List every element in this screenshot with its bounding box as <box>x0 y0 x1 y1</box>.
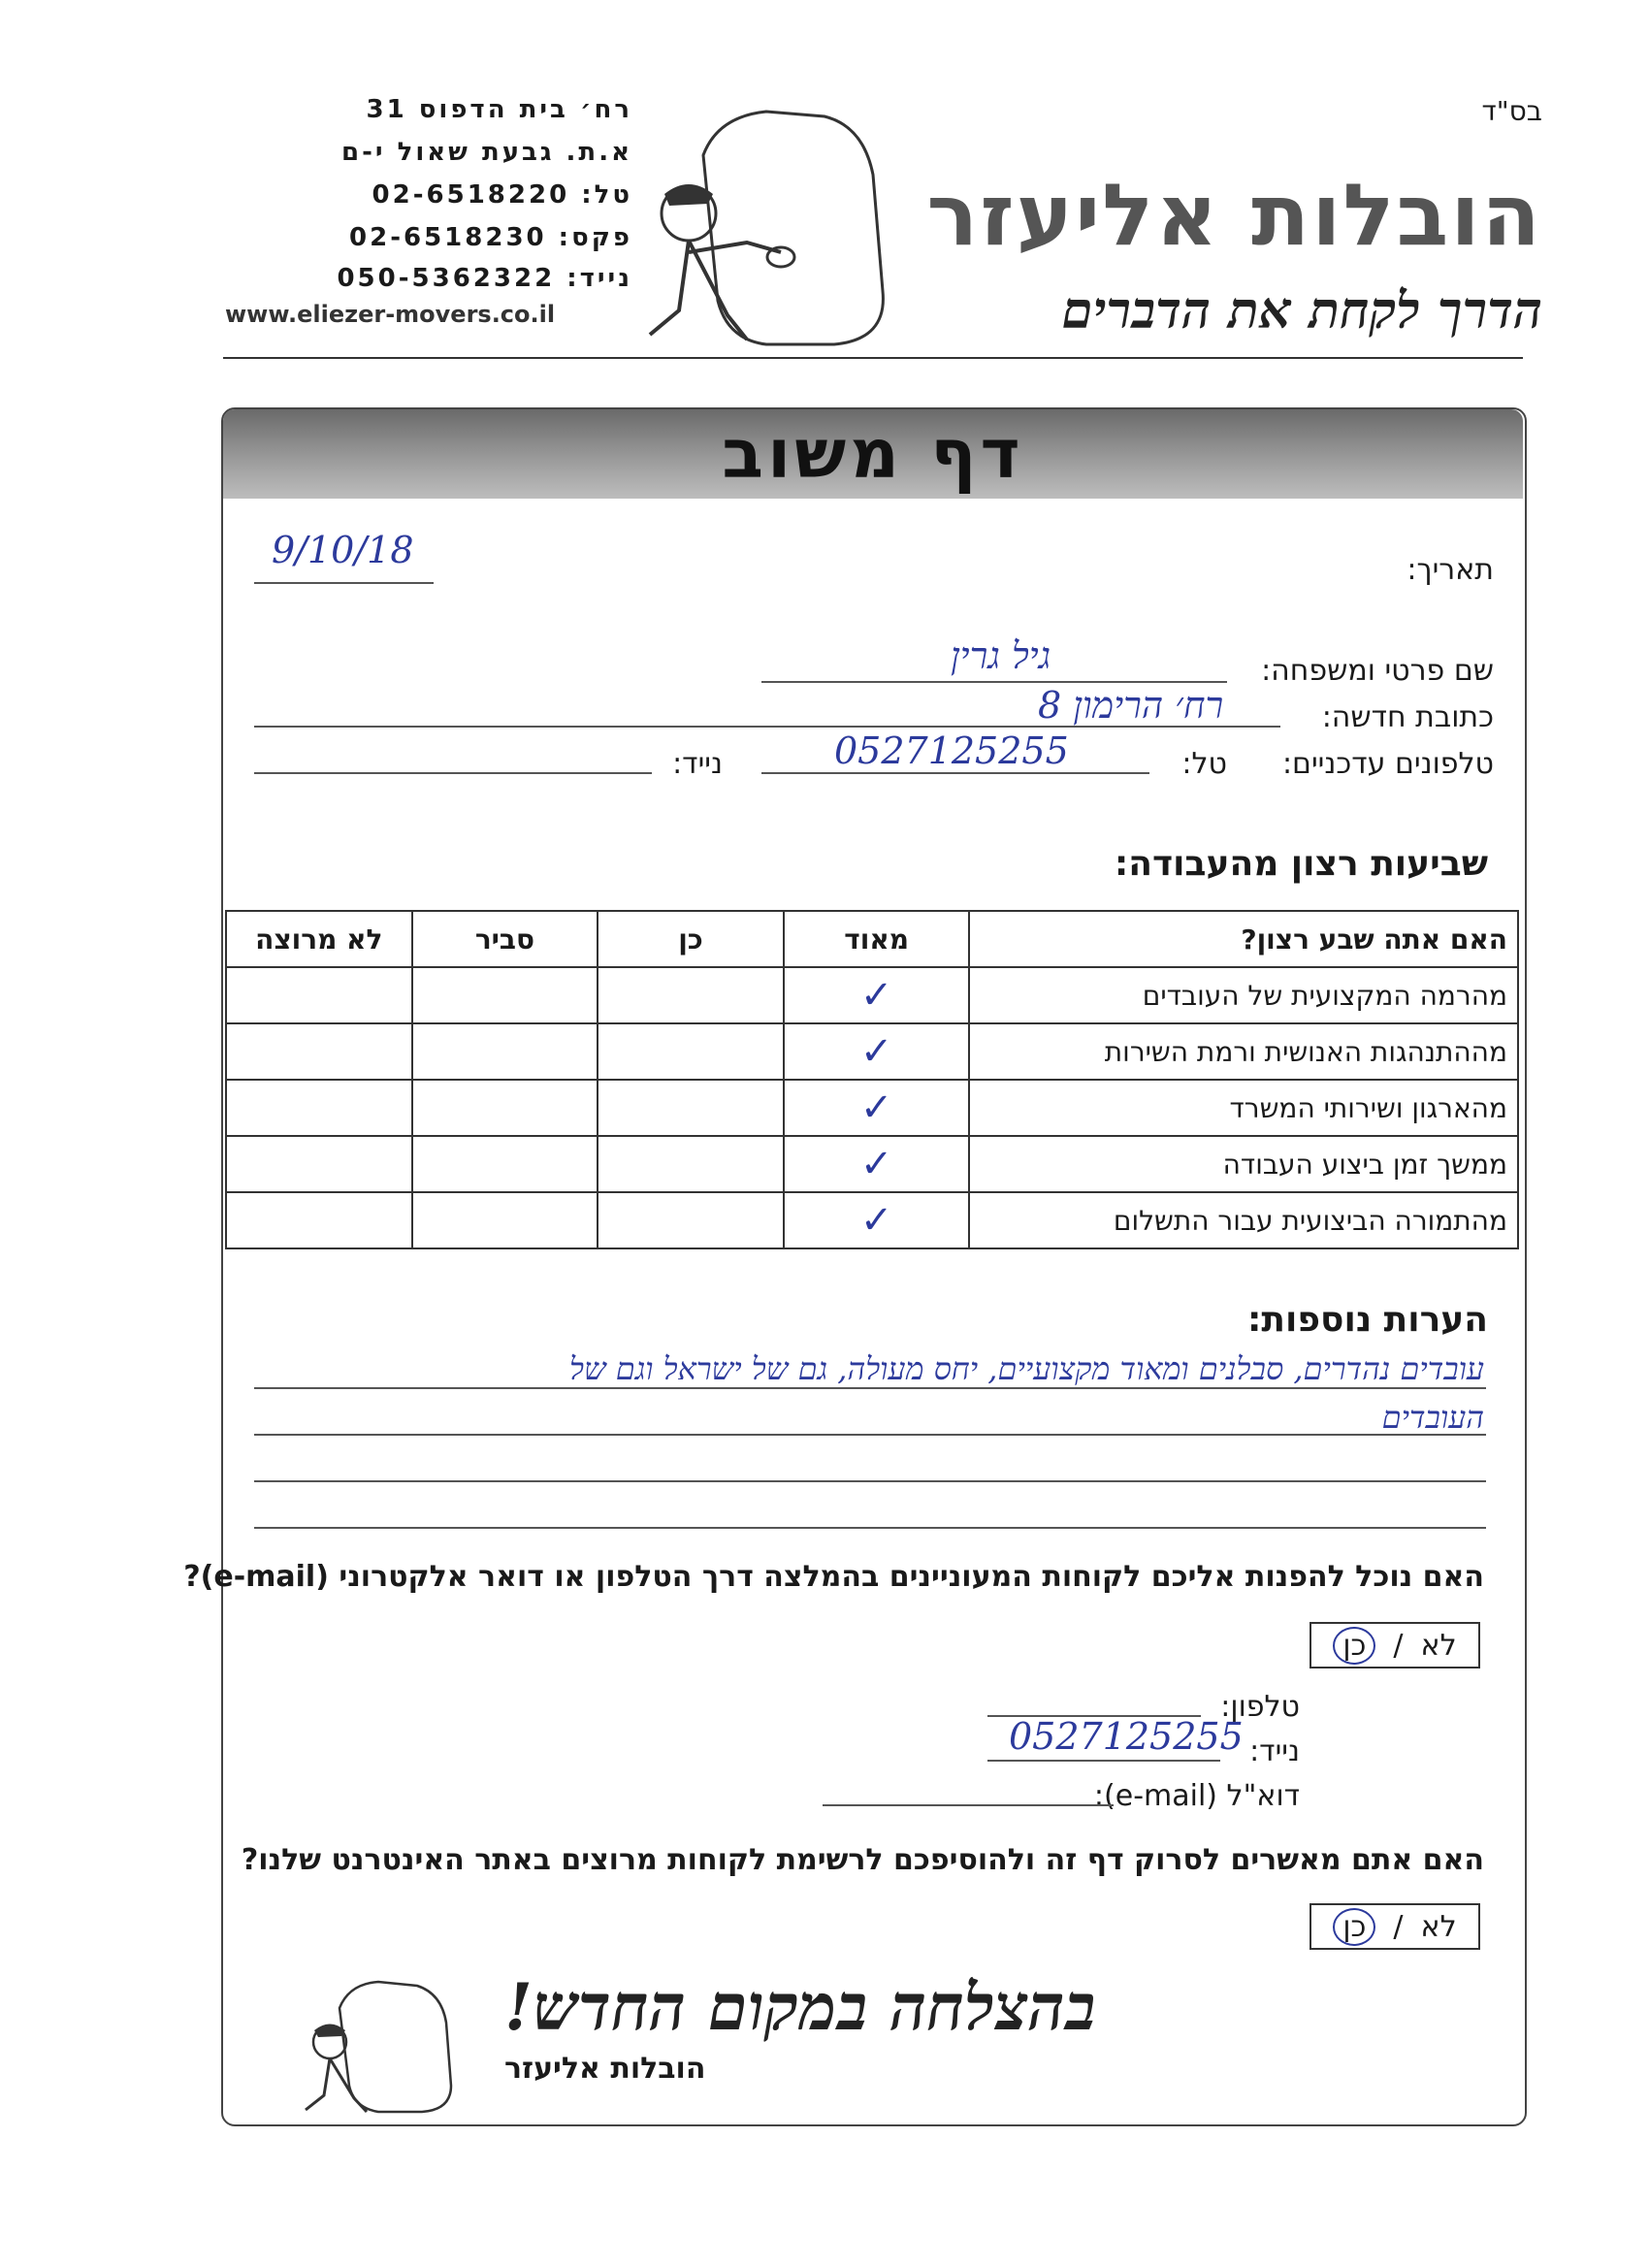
check-cell-very[interactable]: ✓ <box>784 1023 970 1080</box>
company-mobile: נייד: 050-5362322 <box>337 264 632 293</box>
check-cell-not-satisfied[interactable] <box>226 967 412 1023</box>
mover-mascot-small-illustration <box>281 1974 466 2120</box>
question-cell: מההתנהגות האנושית ורמת השירות <box>969 1023 1518 1080</box>
address-value[interactable]: רח׳ הרימון 8 <box>1038 684 1224 727</box>
remarks-text-1[interactable]: עובדים נהדרים, סבלנים ומאוד מקצועיים, יחס מעולה, גם של ישראל וגם של <box>568 1350 1484 1387</box>
column-header: כן <box>598 911 784 967</box>
check-cell-not-satisfied[interactable] <box>226 1023 412 1080</box>
check-cell-ok[interactable] <box>412 967 598 1023</box>
name-value[interactable]: גיל גרין <box>951 634 1051 677</box>
check-cell-very[interactable]: ✓ <box>784 1192 970 1248</box>
column-header: לא מרוצה <box>226 911 412 967</box>
company-website: www.eliezer-movers.co.il <box>225 301 556 328</box>
remarks-heading: הערות נוספות: <box>1246 1300 1488 1340</box>
address-label: כתובת חדשה: <box>1321 700 1494 734</box>
publish-no-option[interactable]: לא <box>1420 1909 1457 1944</box>
publish-question: האם אתם מאשרים לסרוק דף זה ולהוסיפכם לרשימת לקוחות מרוצים באתר האינטרנט שלנו? <box>241 1843 1484 1877</box>
table-header-row <box>226 911 1518 967</box>
remarks-line-1 <box>254 1387 1486 1389</box>
check-cell-not-satisfied[interactable] <box>226 1136 412 1192</box>
name-line <box>761 681 1227 683</box>
referral-mobile-value[interactable]: 0527125255 <box>1009 1715 1244 1758</box>
check-cell-very[interactable]: ✓ <box>784 967 970 1023</box>
referral-yes-no-box[interactable] <box>1310 1622 1480 1669</box>
check-cell-ok[interactable] <box>412 1136 598 1192</box>
question-cell: מהתמורה הביצועית עבור התשלום <box>969 1192 1518 1248</box>
date-value[interactable]: 9/10/18 <box>272 529 414 571</box>
check-cell-yes[interactable] <box>598 967 784 1023</box>
question-cell: מהארגון ושירותי המשרד <box>969 1080 1518 1136</box>
referral-email-line <box>823 1804 1114 1806</box>
form-title: דף משוב <box>722 414 1024 494</box>
table-row <box>226 1080 1518 1136</box>
company-name: הובלות אליעזר <box>926 165 1542 265</box>
check-cell-very[interactable]: ✓ <box>784 1080 970 1136</box>
table-row <box>226 1136 1518 1192</box>
check-cell-not-satisfied[interactable] <box>226 1192 412 1248</box>
phones-label: טלפונים עדכניים: <box>1281 747 1494 781</box>
check-cell-yes[interactable] <box>598 1192 784 1248</box>
referral-yes-option[interactable]: כן <box>1333 1627 1375 1665</box>
column-header: מאוד <box>784 911 970 967</box>
address-line-2: א.ת. גבעת שאול י-ם <box>341 138 632 167</box>
header-divider <box>223 357 1523 359</box>
tel-line <box>761 772 1149 774</box>
table-row <box>226 1192 1518 1248</box>
referral-mobile-label: נייד: <box>1249 1734 1300 1768</box>
closing-message: בהצלחה במקום החדש! <box>504 1969 1096 2045</box>
column-header: האם אתה שבע רצון? <box>969 911 1518 967</box>
table-row <box>226 967 1518 1023</box>
satisfaction-table <box>225 910 1519 1249</box>
question-cell: ממשך זמן ביצוע העבודה <box>969 1136 1518 1192</box>
date-label: תאריך: <box>1406 553 1494 587</box>
referral-email-label: דוא"ל (e-mail): <box>1093 1779 1300 1813</box>
mobile-label: נייד: <box>672 747 723 781</box>
date-line <box>254 582 434 584</box>
bsd-mark: בס"ד <box>1481 95 1542 127</box>
column-header: סביר <box>412 911 598 967</box>
tel-label: טל: <box>1181 747 1227 781</box>
tel-value[interactable]: 0527125255 <box>834 729 1069 772</box>
check-cell-ok[interactable] <box>412 1192 598 1248</box>
remarks-line-2 <box>254 1434 1486 1436</box>
referral-mobile-line <box>987 1760 1220 1762</box>
remarks-text-2[interactable]: העובדים <box>1381 1399 1484 1436</box>
referral-no-option[interactable]: לא <box>1420 1628 1457 1663</box>
table-row <box>226 1023 1518 1080</box>
check-cell-very[interactable]: ✓ <box>784 1136 970 1192</box>
publish-yes-option[interactable]: כן <box>1333 1908 1375 1946</box>
footer-brand: הובלות אליעזר <box>504 2052 706 2086</box>
slash-divider: / <box>1393 1909 1404 1944</box>
check-cell-yes[interactable] <box>598 1136 784 1192</box>
referral-phone-label: טלפון: <box>1220 1690 1300 1724</box>
question-cell: מהרמה המקצועית של העובדים <box>969 967 1518 1023</box>
remarks-line-4 <box>254 1527 1486 1529</box>
remarks-line-3 <box>254 1480 1486 1482</box>
slash-divider: / <box>1393 1628 1404 1663</box>
satisfaction-heading: שביעות רצון מהעבודה: <box>1114 844 1488 884</box>
mover-mascot-illustration <box>611 97 902 359</box>
check-cell-ok[interactable] <box>412 1023 598 1080</box>
address-line-1: רח׳ בית הדפוס 31 <box>366 95 632 124</box>
company-tel: טל: 02-6518220 <box>372 180 632 210</box>
check-cell-ok[interactable] <box>412 1080 598 1136</box>
check-cell-yes[interactable] <box>598 1080 784 1136</box>
referral-question: האם נוכל להפנות אליכם לקוחות המעוניינים בהמלצה דרך הטלפון או דואר אלקטרוני (e-mail)? <box>183 1560 1484 1594</box>
company-slogan: הדרך לקחת את הדברים <box>1061 281 1542 340</box>
publish-yes-no-box[interactable] <box>1310 1903 1480 1950</box>
company-fax: פקס: 02-6518230 <box>349 223 632 252</box>
name-label: שם פרטי ומשפחה: <box>1261 654 1494 688</box>
check-cell-not-satisfied[interactable] <box>226 1080 412 1136</box>
check-cell-yes[interactable] <box>598 1023 784 1080</box>
mobile-line <box>254 772 652 774</box>
